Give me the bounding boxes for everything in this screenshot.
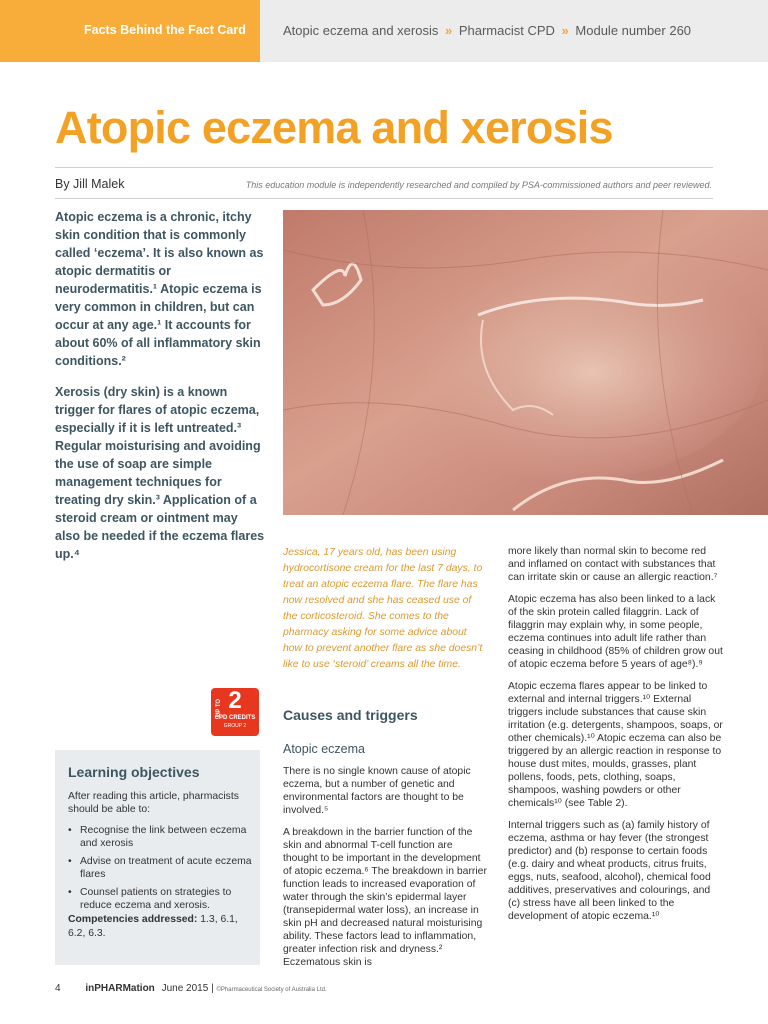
breadcrumb-topic: Atopic eczema and xerosis: [283, 23, 439, 38]
badge-number: 2: [228, 687, 242, 714]
breadcrumb: [283, 23, 691, 38]
body-column-2: [283, 765, 488, 978]
copyright: ©Pharmaceutical Society of Australia Ltd.: [216, 987, 327, 993]
section-tag: [0, 0, 260, 62]
page-title: Atopic eczema and xerosis: [55, 102, 613, 153]
learning-objectives-lead: After reading this article, pharmacists should be able to:: [68, 791, 239, 815]
header-bar: [0, 0, 768, 62]
footer-divider: |: [211, 983, 214, 994]
badge-upto: UP TO: [216, 698, 223, 718]
section-heading-causes: Causes and triggers: [283, 707, 418, 723]
intro-paragraph: Atopic eczema is a chronic, itchy skin condition that is commonly called ‘eczema’. It is also known as atopic dermatitis or neurodermatitis.¹ Atopic eczema is very common in children, but can occur at any age.¹ It accounts for about 60% of all inflammatory skin conditions.²: [55, 210, 264, 368]
breadcrumb-separator-icon: »: [561, 23, 569, 38]
list-item: • Advise on treatment of acute eczema flares: [68, 855, 258, 881]
learning-objectives-box: [55, 750, 260, 965]
page-number: 4: [55, 983, 61, 994]
body-paragraph: Internal triggers such as (a) family history of eczema, asthma or hay fever (the strongest predictor) and (b) response to certain foods (e.g. dairy and wheat products, citrus fruits, eggs, nuts, seafood, alcohol), chemical food additives, preservatives and colourings, and (c) stress have all been linked to the development of atopic eczema.¹⁰: [508, 820, 711, 922]
competencies: [68, 913, 253, 941]
body-paragraph: Atopic eczema has also been linked to a lack of the skin protein called filaggrin. Lack of filaggrin may explain why, in some people, eczema continues into adult life rather than ceasing in childhood (85% of children grow out of atopic eczema before 5 years of age⁸).⁹: [508, 594, 723, 670]
subheading-atopic-eczema: Atopic eczema: [283, 742, 365, 756]
page-footer: [55, 983, 327, 994]
list-item: • Counsel patients on strategies to reduce eczema and xerosis.: [68, 886, 258, 912]
case-study-caption: Jessica, 17 years old, has been using hydrocortisone cream for the last 7 days, to treat an atopic eczema flare. The flare has now resolved and she has ceased use of the corticosteroid. She comes to the pharmacy asking for some advice about how to prevent another flare as she doesn’t like to use ‘steroid’ creams all the time.: [283, 547, 483, 670]
competencies-value: 1.3, 6.1, 6.2, 6.3.: [68, 914, 238, 939]
body-paragraph: There is no single known cause of atopic eczema, but a number of genetic and environmental factors are thought to be involved.⁵: [283, 766, 471, 816]
skin-photo: [283, 210, 768, 515]
list-item: • Recognise the link between eczema and xerosis: [68, 824, 258, 850]
body-column-3: [508, 545, 723, 932]
breadcrumb-series: Pharmacist CPD: [458, 23, 555, 38]
competencies-label: Competencies addressed:: [68, 914, 198, 925]
breadcrumb-separator-icon: »: [444, 23, 453, 38]
review-note: This education module is independently researched and compiled by PSA-commissioned authors and peer reviewed.: [245, 180, 712, 190]
breadcrumb-module: Module number 260: [575, 23, 692, 38]
body-paragraph: A breakdown in the barrier function of the skin and abnormal T-cell function are thought to be important in the development of atopic eczema.⁶ The breakdown in barrier function leads to increased evaporation of water through the skin’s epidermal layer (transepidermal water loss), an increase in skin pH and decreased natural moisturising ability. These factors lead to inflammation, greater infection risk and dryness.² Eczematous skin is: [283, 827, 487, 968]
learning-objectives-list: [68, 824, 258, 917]
intro-paragraph: Xerosis (dry skin) is a known trigger for flares of atopic eczema, especially if it is left untreated.³ Regular moisturising and avoiding the use of soap are simple management techniques for treating dry skin.³ Application of a steroid cream or ointment may also be needed if the eczema flares up.⁴: [55, 385, 265, 561]
body-paragraph: more likely than normal skin to become red and inflamed on contact with substances that can irritate skin or cause an allergic reaction.⁷: [508, 546, 718, 583]
issue-date: June 2015: [161, 983, 209, 994]
publication-name: inPHARMation: [85, 983, 155, 994]
body-paragraph: Atopic eczema flares appear to be linked to external and internal triggers.¹⁰ External triggers include substances that cause skin irritation (e.g. detergents, shampoos, soaps, or other chemicals).¹⁰ Atopic eczema can also be triggered by an allergic reaction in response to house dust mites, moulds, grasses, plant pollens, foods, pets, clothing, soaps, shampoos, washing powders or other chemicals¹⁰ (see Table 2).: [508, 681, 723, 809]
learning-objectives-heading: Learning objectives: [68, 764, 200, 780]
badge-group: GROUP 2: [223, 723, 247, 729]
title-divider: [55, 167, 713, 168]
byline-divider: [55, 198, 713, 199]
dry-skin-image: [283, 210, 768, 515]
byline: By Jill Malek: [55, 177, 125, 191]
badge-label: CPD CREDITS: [214, 715, 256, 721]
cpd-credits-badge: [211, 688, 259, 736]
section-tag-label: Facts Behind the Fact Card: [84, 23, 246, 37]
